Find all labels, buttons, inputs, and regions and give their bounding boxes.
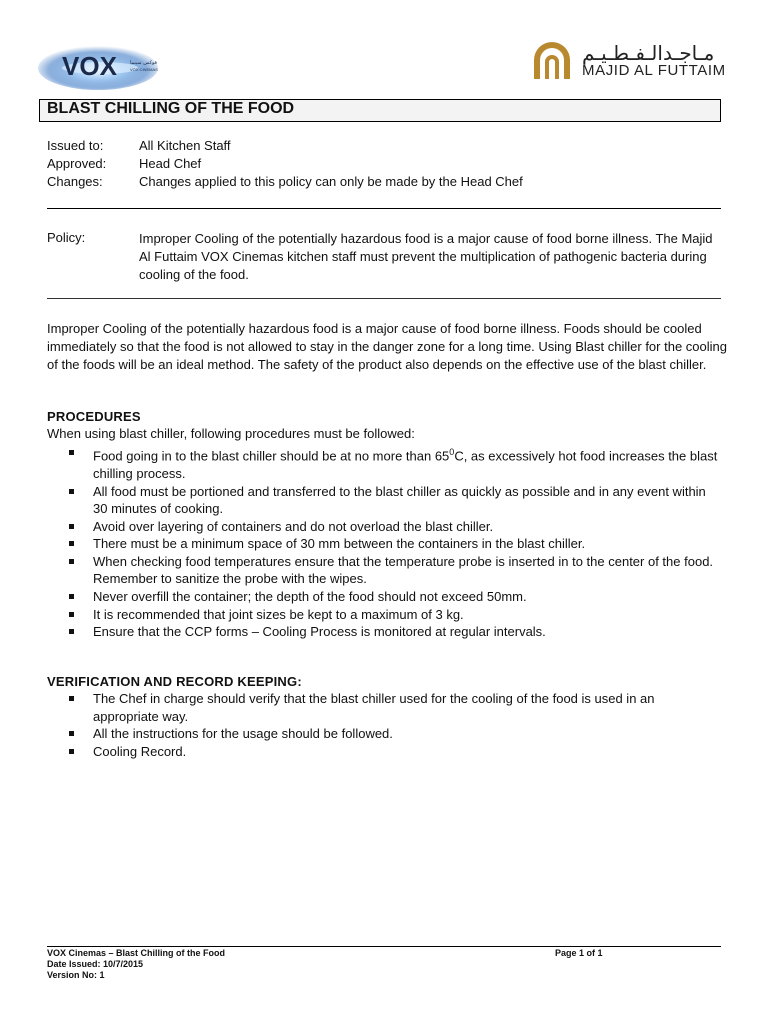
list-item: All food must be portioned and transferred to the blast chiller as quickly as possible and in any event within 30 minutes of cooking. [68, 483, 723, 518]
list-item: Food going in to the blast chiller should be at no more than $65^0C$, as excessively hot food increases the blast chilling process. [68, 444, 723, 483]
divider [47, 208, 721, 209]
list-item: Never overfill the container; the depth of the food should not exceed 50mm. [68, 588, 723, 606]
list-item: When checking food temperatures ensure that the temperature probe is inserted in to the center of the food. Remember to sanitize the probe with the wipes. [68, 553, 723, 588]
procedures-list [68, 444, 723, 641]
footer-date-issued: Date Issued: 10/7/2015 [47, 959, 144, 969]
list-item: It is recommended that joint sizes be kept to a maximum of 3 kg. [68, 606, 723, 624]
footer-doc-name: VOX Cinemas – Blast Chilling of the Food [47, 948, 226, 958]
verification-list [68, 690, 723, 760]
procedures-lead: When using blast chiller, following procedures must be followed: [47, 426, 415, 441]
list-item: All the instructions for the usage should be followed. [68, 725, 723, 743]
maf-arch-icon [530, 42, 575, 80]
vox-logo-arabic: فوكس سينما [130, 60, 157, 66]
maf-logo-arabic: مـاجـدالـفـطـيـم [582, 41, 715, 65]
changes-value: Changes applied to this policy can only be made by the Head Chef [139, 174, 523, 189]
list-item: Avoid over layering of containers and do not overload the blast chiller. [68, 518, 723, 536]
procedures-heading: PROCEDURES [47, 409, 141, 424]
approved-label: Approved: [47, 156, 107, 171]
issued-to-value: All Kitchen Staff [139, 138, 231, 153]
vox-logo-subtext: VOX CINEMAS [130, 67, 158, 72]
policy-text: Improper Cooling of the potentially hazardous food is a major cause of food borne illness. The Majid Al Futtaim VOX Cinemas kitchen staff must prevent the multiplication of pathogenic bacteria during cooling of the food. [139, 231, 713, 282]
intro-paragraph: Improper Cooling of the potentially hazardous food is a major cause of food borne illness. Foods should be cooled immediately so that the food is not allowed to stay in the danger zone for a long time. Using Blast chiller for the cooling of the foods will be an ideal method. The safety of the product also depends on the effective use of the blast chiller. [47, 321, 727, 372]
maf-logo-latin: MAJID AL FUTTAIM [582, 62, 726, 79]
footer-divider [47, 946, 721, 947]
approved-value: Head Chef [139, 156, 202, 171]
list-item: The Chef in charge should verify that the blast chiller used for the cooling of the food is used in an appropriate way. [68, 690, 723, 725]
list-item: There must be a minimum space of 30 mm between the containers in the blast chiller. [68, 535, 723, 553]
list-item: Cooling Record. [68, 743, 723, 761]
list-item: Ensure that the CCP forms – Cooling Process is monitored at regular intervals. [68, 623, 723, 641]
vox-logo [38, 40, 168, 92]
vox-logo-graphic [38, 40, 168, 92]
divider [47, 298, 721, 299]
vox-logo-text: VOX [62, 51, 117, 81]
footer-page-number: Page 1 of 1 [555, 948, 603, 958]
policy-label: Policy: [47, 230, 86, 245]
changes-label: Changes: [47, 174, 103, 189]
footer-version: Version No: 1 [47, 970, 105, 980]
issued-to-label: Issued to: [47, 138, 104, 153]
verification-heading: VERIFICATION AND RECORD KEEPING: [47, 674, 302, 689]
document-title: BLAST CHILLING OF THE FOOD [47, 100, 295, 117]
degree-superscript: 0 [449, 447, 455, 457]
